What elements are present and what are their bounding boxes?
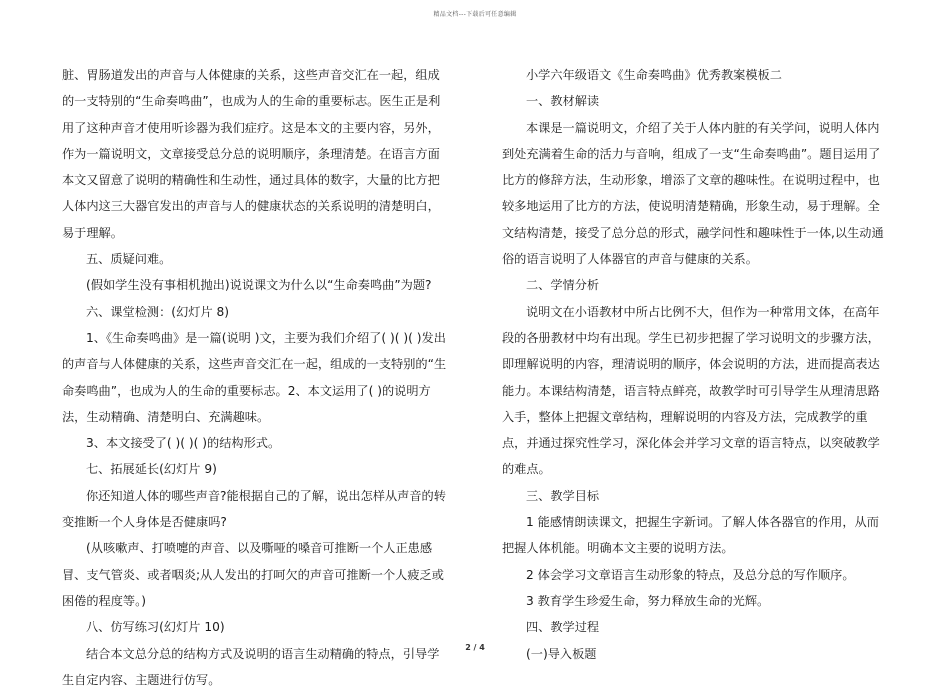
- paragraph: 你还知道人体的哪些声音?能根据自己的了解，说出怎样从声音的转变推断一个人身体是否健康吗?: [62, 488, 446, 530]
- paragraph: 1 能感情朗读课文，把握生字新词。了解人体各器官的作用，从而把握人体机能。明确本文主要的说明方法。: [502, 515, 879, 556]
- paragraph: 本课是一篇说明文，介绍了关于人体内脏的有关学问，说明人体内到处充满着生命的活力与音响，组成了一支“生命奏鸣曲”。题目运用了比方的修辞方法，生动形象，增添了文章的趣味性。在说明过程中，也较多地运用了比方的方法，使说明清楚精确，形象生动，易于理解。全文结构清楚，接受了总分总的形式，融学问性和趣味性于一体,以生动通俗的语言说明了人体器官的声音与健康的关系。: [502, 120, 884, 267]
- page-number: 2 / 4: [465, 643, 485, 652]
- section-heading: 二、学情分析: [526, 278, 600, 293]
- paragraph: 结合本文总分总的结构方式及说明的语言生动精确的特点，引导学生自定内容、主题进行仿写。: [62, 646, 440, 687]
- section-heading: 一、教材解读: [526, 94, 600, 109]
- paragraph: 3、本文接受了( )( )( )的结构形式。: [86, 436, 281, 451]
- paragraph: 2 体会学习文章语言生动形象的特点，及总分总的写作顺序。: [526, 567, 855, 582]
- paragraph: 1、《生命奏鸣曲》是一篇(说明 )文，主要为我们介绍了( )( )( )发出的声音与人体健康的关系，这些声音交汇在一起，组成的一支特别的“生命奏鸣曲”，也成为人的生命的重要标志。2、本文运用了( )的说明方法，生动精确、清楚明白、充满趣味。: [62, 330, 447, 424]
- section-heading: 八、仿写练习(幻灯片 10): [86, 620, 225, 635]
- right-column: [502, 62, 887, 667]
- left-column: [62, 62, 447, 693]
- paragraph: 说明文在小语教材中所占比例不大，但作为一种常用文体，在高年段的各册教材中均有出现。学生已初步把握了学习说明文的步骤方法，即理解说明的内容，理清说明的顺序，体会说明的方法，进而提高表达能力。本课结构清楚，语言特点鲜亮，故教学时可引导学生从理清思路入手，整体上把握文章结构，理解说明的内容及方法，完成教学的重点，并通过探究性学习，深化体会并学习文章的语言特点，以突破教学的难点。: [502, 304, 880, 477]
- section-heading: 七、拓展延长(幻灯片 9): [86, 462, 217, 477]
- section-heading: 三、教学目标: [526, 488, 600, 503]
- paragraph: (从咳嗽声、打喷嚏的声音、以及嘶哑的嗓音可推断一个人正患感冒、支气管炎、或者咽炎;从人发出的打呵欠的声音可推断一个人疲乏或困倦的程度等。): [62, 541, 444, 608]
- paragraph: 脏、胃肠道发出的声音与人体健康的关系，这些声音交汇在一起，组成的一支特别的“生命奏鸣曲”，也成为人的生命的重要标志。医生正是利用了这种声音才使用听诊器为我们症疗。这是本文的主要内容，另外，作为一篇说明文，文章接受总分总的说明顺序，条理清楚。在语言方面本文又留意了说明的精确性和生动性，通过具体的数字，大量的比方把人体内这三大器官发出的声音与人的健康状态的关系说明的清楚明白，易于理解。: [62, 68, 441, 240]
- document-title: 小学六年级语文《生命奏鸣曲》优秀教案模板二: [526, 68, 782, 82]
- section-heading: 六、课堂检测：(幻灯片 8): [86, 304, 230, 319]
- paragraph: (假如学生没有事相机抛出)说说课文为什么以“生命奏鸣曲”为题?: [86, 278, 432, 293]
- paragraph: 3 教育学生珍爱生命，努力释放生命的光辉。: [526, 593, 770, 608]
- section-heading: (一)导入板题: [526, 646, 597, 661]
- section-heading: 五、质疑问难。: [86, 252, 172, 267]
- section-heading: 四、教学过程: [526, 620, 600, 635]
- page-header: 精品文档---下载后可任意编辑: [433, 11, 517, 18]
